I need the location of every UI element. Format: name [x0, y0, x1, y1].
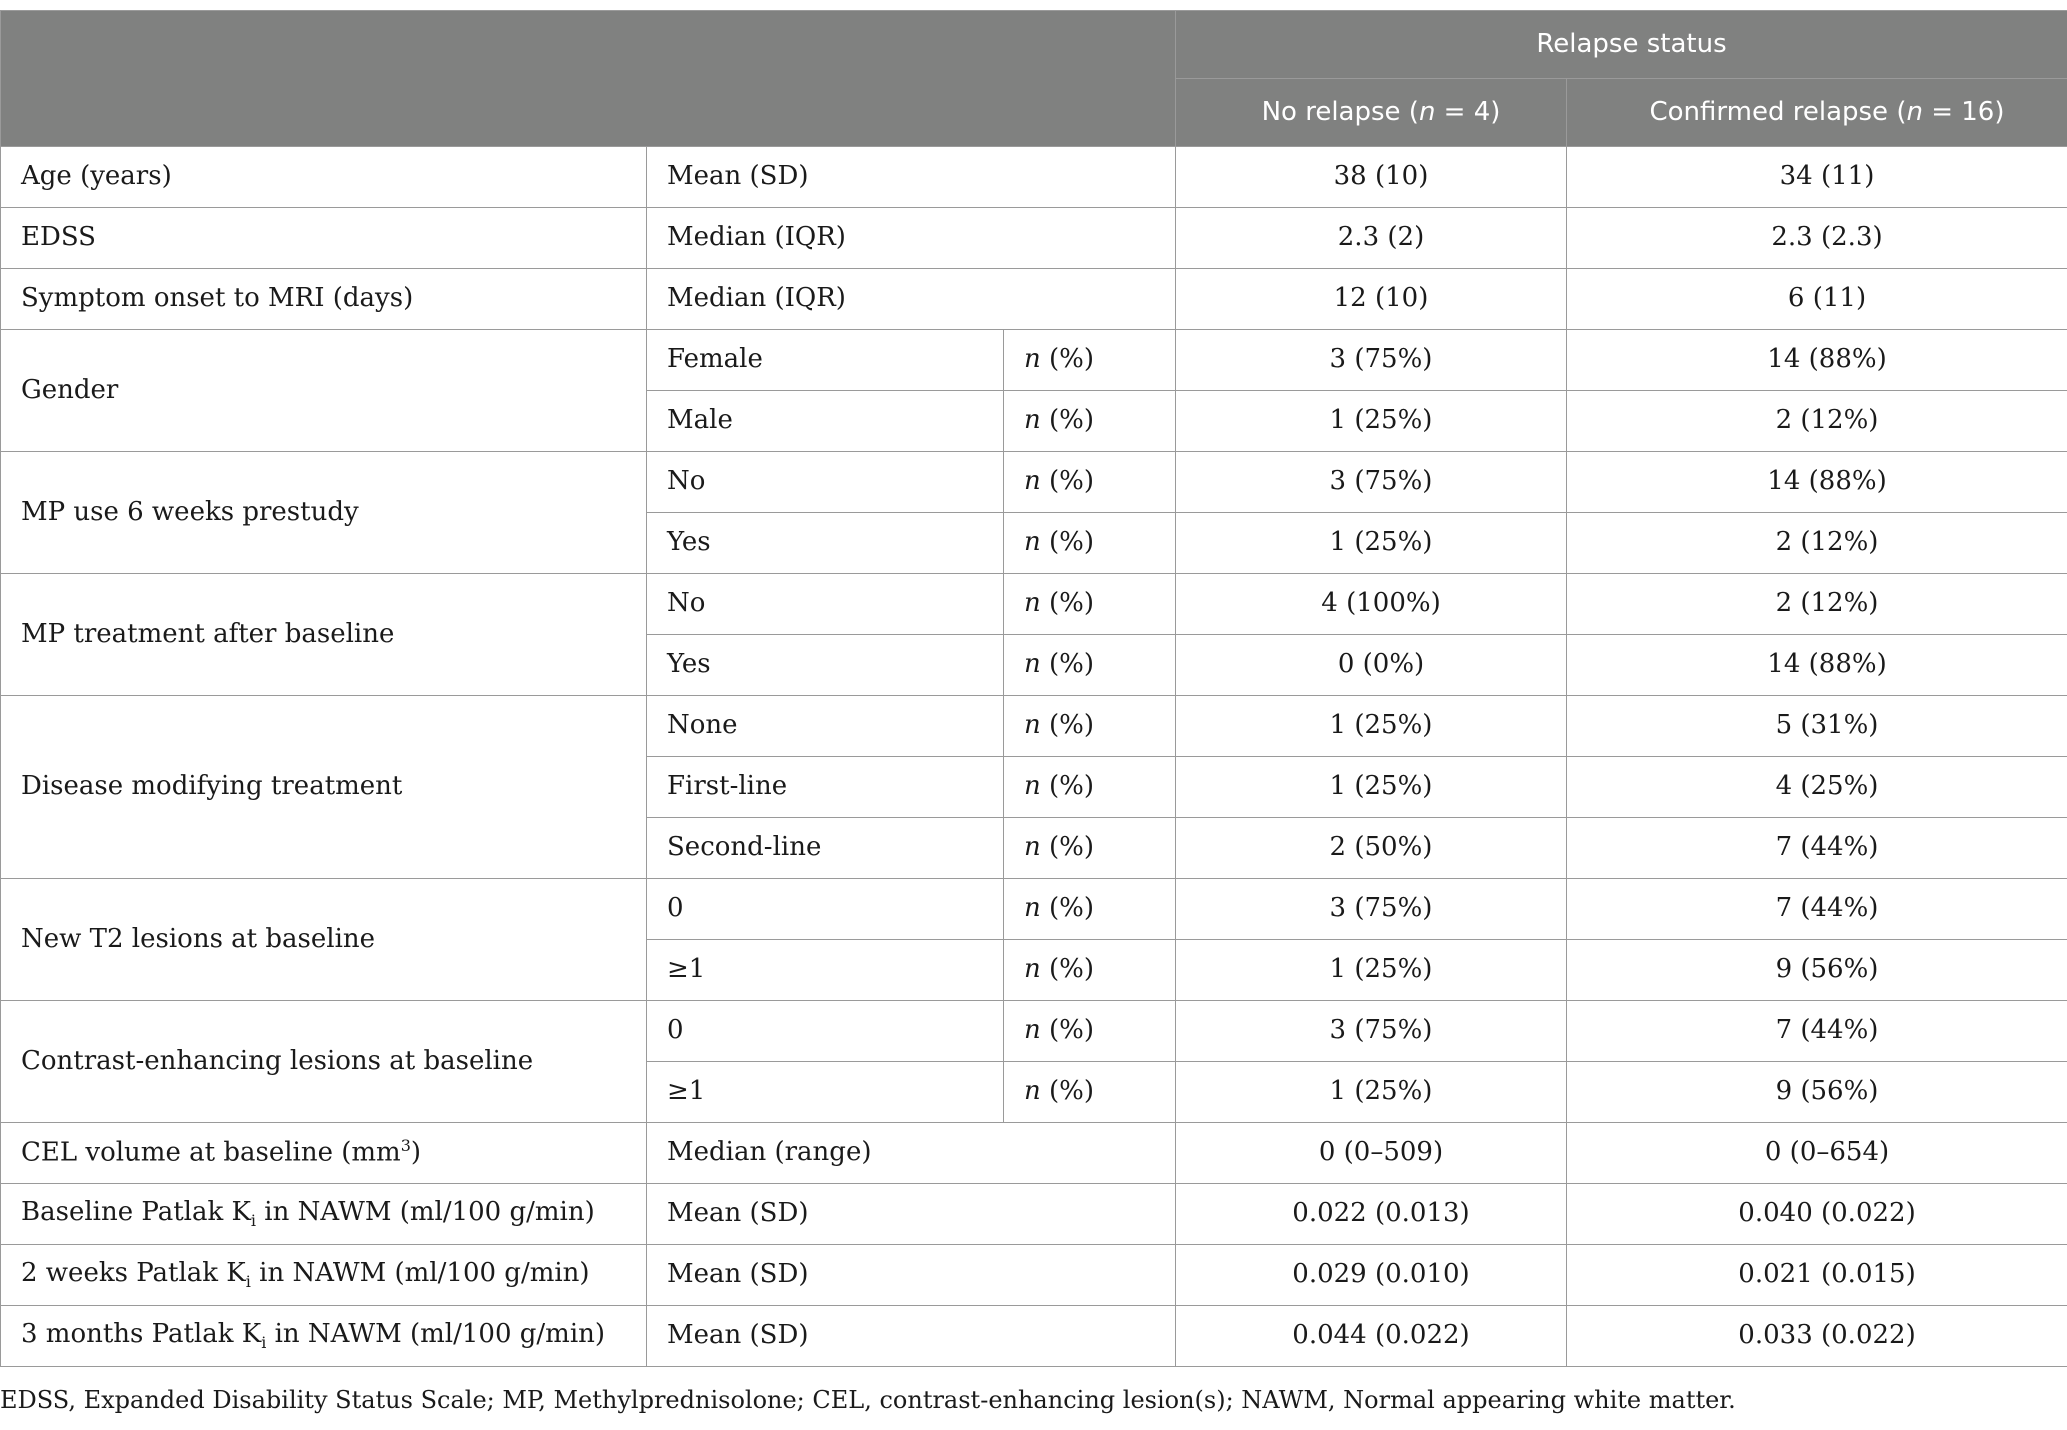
table-row-t2-zero: [1, 879, 2067, 940]
row-label: MP use 6 weeks prestudy: [1, 452, 647, 574]
cell-confirmed-relapse: 9 (56%): [1567, 940, 2067, 1001]
cell-confirmed-relapse: 5 (31%): [1567, 696, 2067, 757]
cell-confirmed-relapse: 0.040 (0.022): [1567, 1184, 2067, 1245]
cell-no-relapse: 1 (25%): [1176, 940, 1567, 1001]
cell-no-relapse: 1 (25%): [1176, 391, 1567, 452]
row-level: No: [647, 452, 1004, 513]
cell-no-relapse: 38 (10): [1176, 147, 1567, 208]
row-level: Female: [647, 330, 1004, 391]
header-no-relapse: No relapse (n = 4): [1176, 79, 1567, 147]
row-label: Baseline Patlak $K_i$ in NAWM (ml/100 g/min): [1, 1184, 647, 1245]
cell-no-relapse: 1 (25%): [1176, 696, 1567, 757]
row-level: Yes: [647, 513, 1004, 574]
row-stat-npct: n (%): [1004, 635, 1176, 696]
row-stat: Mean (SD): [647, 147, 1176, 208]
row-level: 0: [647, 1001, 1004, 1062]
row-level: 0: [647, 879, 1004, 940]
row-label: Disease modifying treatment: [1, 696, 647, 879]
cell-confirmed-relapse: 34 (11): [1567, 147, 2067, 208]
row-level: ≥1: [647, 940, 1004, 1001]
cell-confirmed-relapse: 0.021 (0.015): [1567, 1245, 2067, 1306]
header-blank-cell: [1, 11, 1176, 147]
cell-confirmed-relapse: 7 (44%): [1567, 879, 2067, 940]
cell-confirmed-relapse: 7 (44%): [1567, 1001, 2067, 1062]
row-stat-npct: n (%): [1004, 391, 1176, 452]
cell-no-relapse: 3 (75%): [1176, 330, 1567, 391]
cell-no-relapse: 3 (75%): [1176, 1001, 1567, 1062]
cell-no-relapse: 1 (25%): [1176, 513, 1567, 574]
cell-no-relapse: 12 (10): [1176, 269, 1567, 330]
row-stat: Mean (SD): [647, 1306, 1176, 1367]
cell-no-relapse: 2.3 (2): [1176, 208, 1567, 269]
cell-confirmed-relapse: 7 (44%): [1567, 818, 2067, 879]
cell-no-relapse: 0.044 (0.022): [1176, 1306, 1567, 1367]
row-stat-npct: n (%): [1004, 513, 1176, 574]
row-level: First-line: [647, 757, 1004, 818]
cell-confirmed-relapse: 9 (56%): [1567, 1062, 2067, 1123]
cell-no-relapse: 0.029 (0.010): [1176, 1245, 1567, 1306]
cell-no-relapse: 4 (100%): [1176, 574, 1567, 635]
row-stat-npct: n (%): [1004, 1001, 1176, 1062]
table-row-ki-3-months: [1, 1306, 2067, 1367]
row-label: Symptom onset to MRI (days): [1, 269, 647, 330]
cell-no-relapse: 0 (0–509): [1176, 1123, 1567, 1184]
cell-confirmed-relapse: 2 (12%): [1567, 574, 2067, 635]
row-stat-npct: n (%): [1004, 330, 1176, 391]
table-row-cel-zero: [1, 1001, 2067, 1062]
row-stat: Median (IQR): [647, 208, 1176, 269]
header-row-group: [1, 11, 2067, 79]
row-label: Gender: [1, 330, 647, 452]
cell-confirmed-relapse: 0 (0–654): [1567, 1123, 2067, 1184]
cell-confirmed-relapse: 6 (11): [1567, 269, 2067, 330]
cell-confirmed-relapse: 14 (88%): [1567, 635, 2067, 696]
row-stat-npct: n (%): [1004, 940, 1176, 1001]
row-level: No: [647, 574, 1004, 635]
cell-confirmed-relapse: 14 (88%): [1567, 452, 2067, 513]
row-stat-npct: n (%): [1004, 696, 1176, 757]
cell-no-relapse: 3 (75%): [1176, 452, 1567, 513]
row-stat: Median (range): [647, 1123, 1176, 1184]
cell-no-relapse: 0 (0%): [1176, 635, 1567, 696]
table-row-age: [1, 147, 2067, 208]
row-label: Contrast-enhancing lesions at baseline: [1, 1001, 647, 1123]
row-level: Yes: [647, 635, 1004, 696]
row-label: EDSS: [1, 208, 647, 269]
table-row-ki-2-weeks: [1, 1245, 2067, 1306]
cell-no-relapse: 1 (25%): [1176, 1062, 1567, 1123]
cell-no-relapse: 0.022 (0.013): [1176, 1184, 1567, 1245]
cell-confirmed-relapse: 2 (12%): [1567, 513, 2067, 574]
row-stat: Mean (SD): [647, 1245, 1176, 1306]
table-row-mp-after-no: [1, 574, 2067, 635]
row-stat-npct: n (%): [1004, 452, 1176, 513]
row-stat: Mean (SD): [647, 1184, 1176, 1245]
cell-no-relapse: 2 (50%): [1176, 818, 1567, 879]
cell-no-relapse: 3 (75%): [1176, 879, 1567, 940]
header-confirmed-relapse: Confirmed relapse (n = 16): [1567, 79, 2067, 147]
row-label: CEL volume at baseline $(mm^3)$: [1, 1123, 647, 1184]
row-level: Male: [647, 391, 1004, 452]
row-level: None: [647, 696, 1004, 757]
row-level: Second-line: [647, 818, 1004, 879]
cell-no-relapse: 1 (25%): [1176, 757, 1567, 818]
row-label: Age (years): [1, 147, 647, 208]
row-stat-npct: n (%): [1004, 879, 1176, 940]
baseline-characteristics-table: [0, 10, 2067, 1367]
cell-confirmed-relapse: 4 (25%): [1567, 757, 2067, 818]
cell-confirmed-relapse: 2.3 (2.3): [1567, 208, 2067, 269]
header-relapse-status: Relapse status: [1176, 11, 2067, 79]
row-stat-npct: n (%): [1004, 757, 1176, 818]
row-label: New T2 lesions at baseline: [1, 879, 647, 1001]
table-row-mp-prestudy-no: [1, 452, 2067, 513]
cell-confirmed-relapse: 14 (88%): [1567, 330, 2067, 391]
row-level: ≥1: [647, 1062, 1004, 1123]
table-row-onset: [1, 269, 2067, 330]
cell-confirmed-relapse: 2 (12%): [1567, 391, 2067, 452]
row-stat-npct: n (%): [1004, 818, 1176, 879]
table-row-cel-volume: [1, 1123, 2067, 1184]
table-row-dmt-none: [1, 696, 2067, 757]
row-label: MP treatment after baseline: [1, 574, 647, 696]
row-stat-npct: n (%): [1004, 1062, 1176, 1123]
table-row-edss: [1, 208, 2067, 269]
table-footnote: EDSS, Expanded Disability Status Scale; MP, Methylprednisolone; CEL, contrast-enhancing lesion(s); NAWM, Normal appearing white matter.: [0, 1386, 1736, 1414]
row-label: 2 weeks Patlak $K_i$ in NAWM (ml/100 g/min): [1, 1245, 647, 1306]
table-row-ki-baseline: [1, 1184, 2067, 1245]
table-row-gender-female: [1, 330, 2067, 391]
cell-confirmed-relapse: 0.033 (0.022): [1567, 1306, 2067, 1367]
row-stat: Median (IQR): [647, 269, 1176, 330]
row-stat-npct: n (%): [1004, 574, 1176, 635]
row-label: 3 months Patlak $K_i$ in NAWM (ml/100 g/min): [1, 1306, 647, 1367]
